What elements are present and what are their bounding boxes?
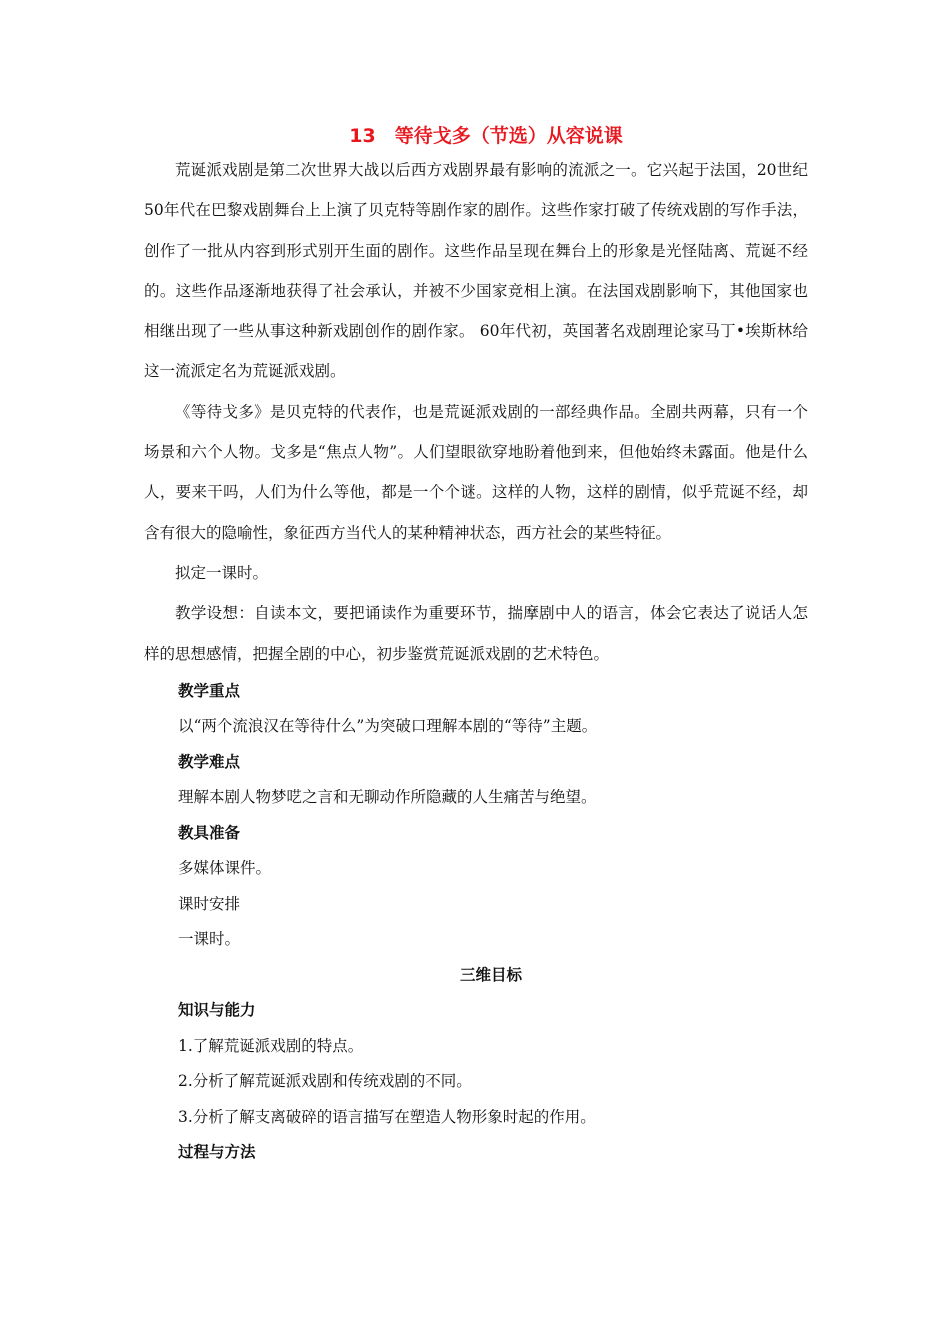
knowledge-item: 2.分析了解荒诞派戏剧和传统戏剧的不同。 — [178, 1072, 472, 1091]
process-heading: 过程与方法 — [178, 1143, 256, 1162]
document-title: 13 等待戈多（节选）从容说课 — [349, 125, 623, 147]
schedule-heading: 课时安排 — [178, 894, 241, 913]
difficulties-text: 理解本剧人物梦呓之言和无聊动作所隐藏的人生痛苦与绝望。 — [178, 788, 597, 807]
tools-text: 多媒体课件。 — [178, 859, 272, 878]
lesson-count-note: 拟定一课时。 — [175, 563, 269, 582]
schedule-text: 一课时。 — [178, 930, 241, 949]
intro-paragraph-2: 《等待戈多》是贝克特的代表作，也是荒诞派戏剧的一部经典作品。全剧共两幕，只有一个场景和六个人物。戈多是“焦点人物”。人们望眼欲穿地盼着他到来，但他始终未露面。他是什么人，要来干吗，人们为什么等他，都是一个个谜。这样的人物，这样的剧情，似乎荒诞不经，却含有很大的隐喻性，象征西方当代人的某种精神状态，西方社会的某些特征。 — [144, 402, 808, 542]
teaching-concept: 教学设想：自读本文，要把诵读作为重要环节，揣摩剧中人的语言，体会它表达了说话人怎样的思想感情，把握全剧的中心，初步鉴赏荒诞派戏剧的艺术特色。 — [144, 604, 808, 663]
knowledge-item: 1.了解荒诞派戏剧的特点。 — [178, 1036, 364, 1055]
tools-heading: 教具准备 — [178, 823, 241, 842]
knowledge-heading: 知识与能力 — [178, 1001, 256, 1020]
key-points-heading: 教学重点 — [178, 681, 241, 700]
intro-paragraph-1: 荒诞派戏剧是第二次世界大战以后西方戏剧界最有影响的流派之一。它兴起于法国，20世纪50年代在巴黎戏剧舞台上上演了贝克特等剧作家的剧作。这些作家打破了传统戏剧的写作手法，创作了一批从内容到形式别开生面的剧作。这些作品呈现在舞台上的形象是光怪陆离、荒诞不经的。这些作品逐渐地获得了社会承认，并被不少国家竞相上演。在法国戏剧影响下，其他国家也相继出现了一些从事这种新戏剧创作的剧作家。 60年代初，英国著名戏剧理论家马丁•埃斯林给这一流派定名为荒诞派戏剧。 — [144, 161, 808, 381]
document-page — [144, 122, 808, 1171]
difficulties-heading: 教学难点 — [178, 752, 241, 771]
knowledge-item: 3.分析了解支离破碎的语言描写在塑造人物形象时起的作用。 — [178, 1107, 596, 1126]
goals-heading: 三维目标 — [459, 965, 522, 984]
key-points-text: 以“两个流浪汉在等待什么”为突破口理解本剧的“等待”主题。 — [178, 717, 598, 736]
